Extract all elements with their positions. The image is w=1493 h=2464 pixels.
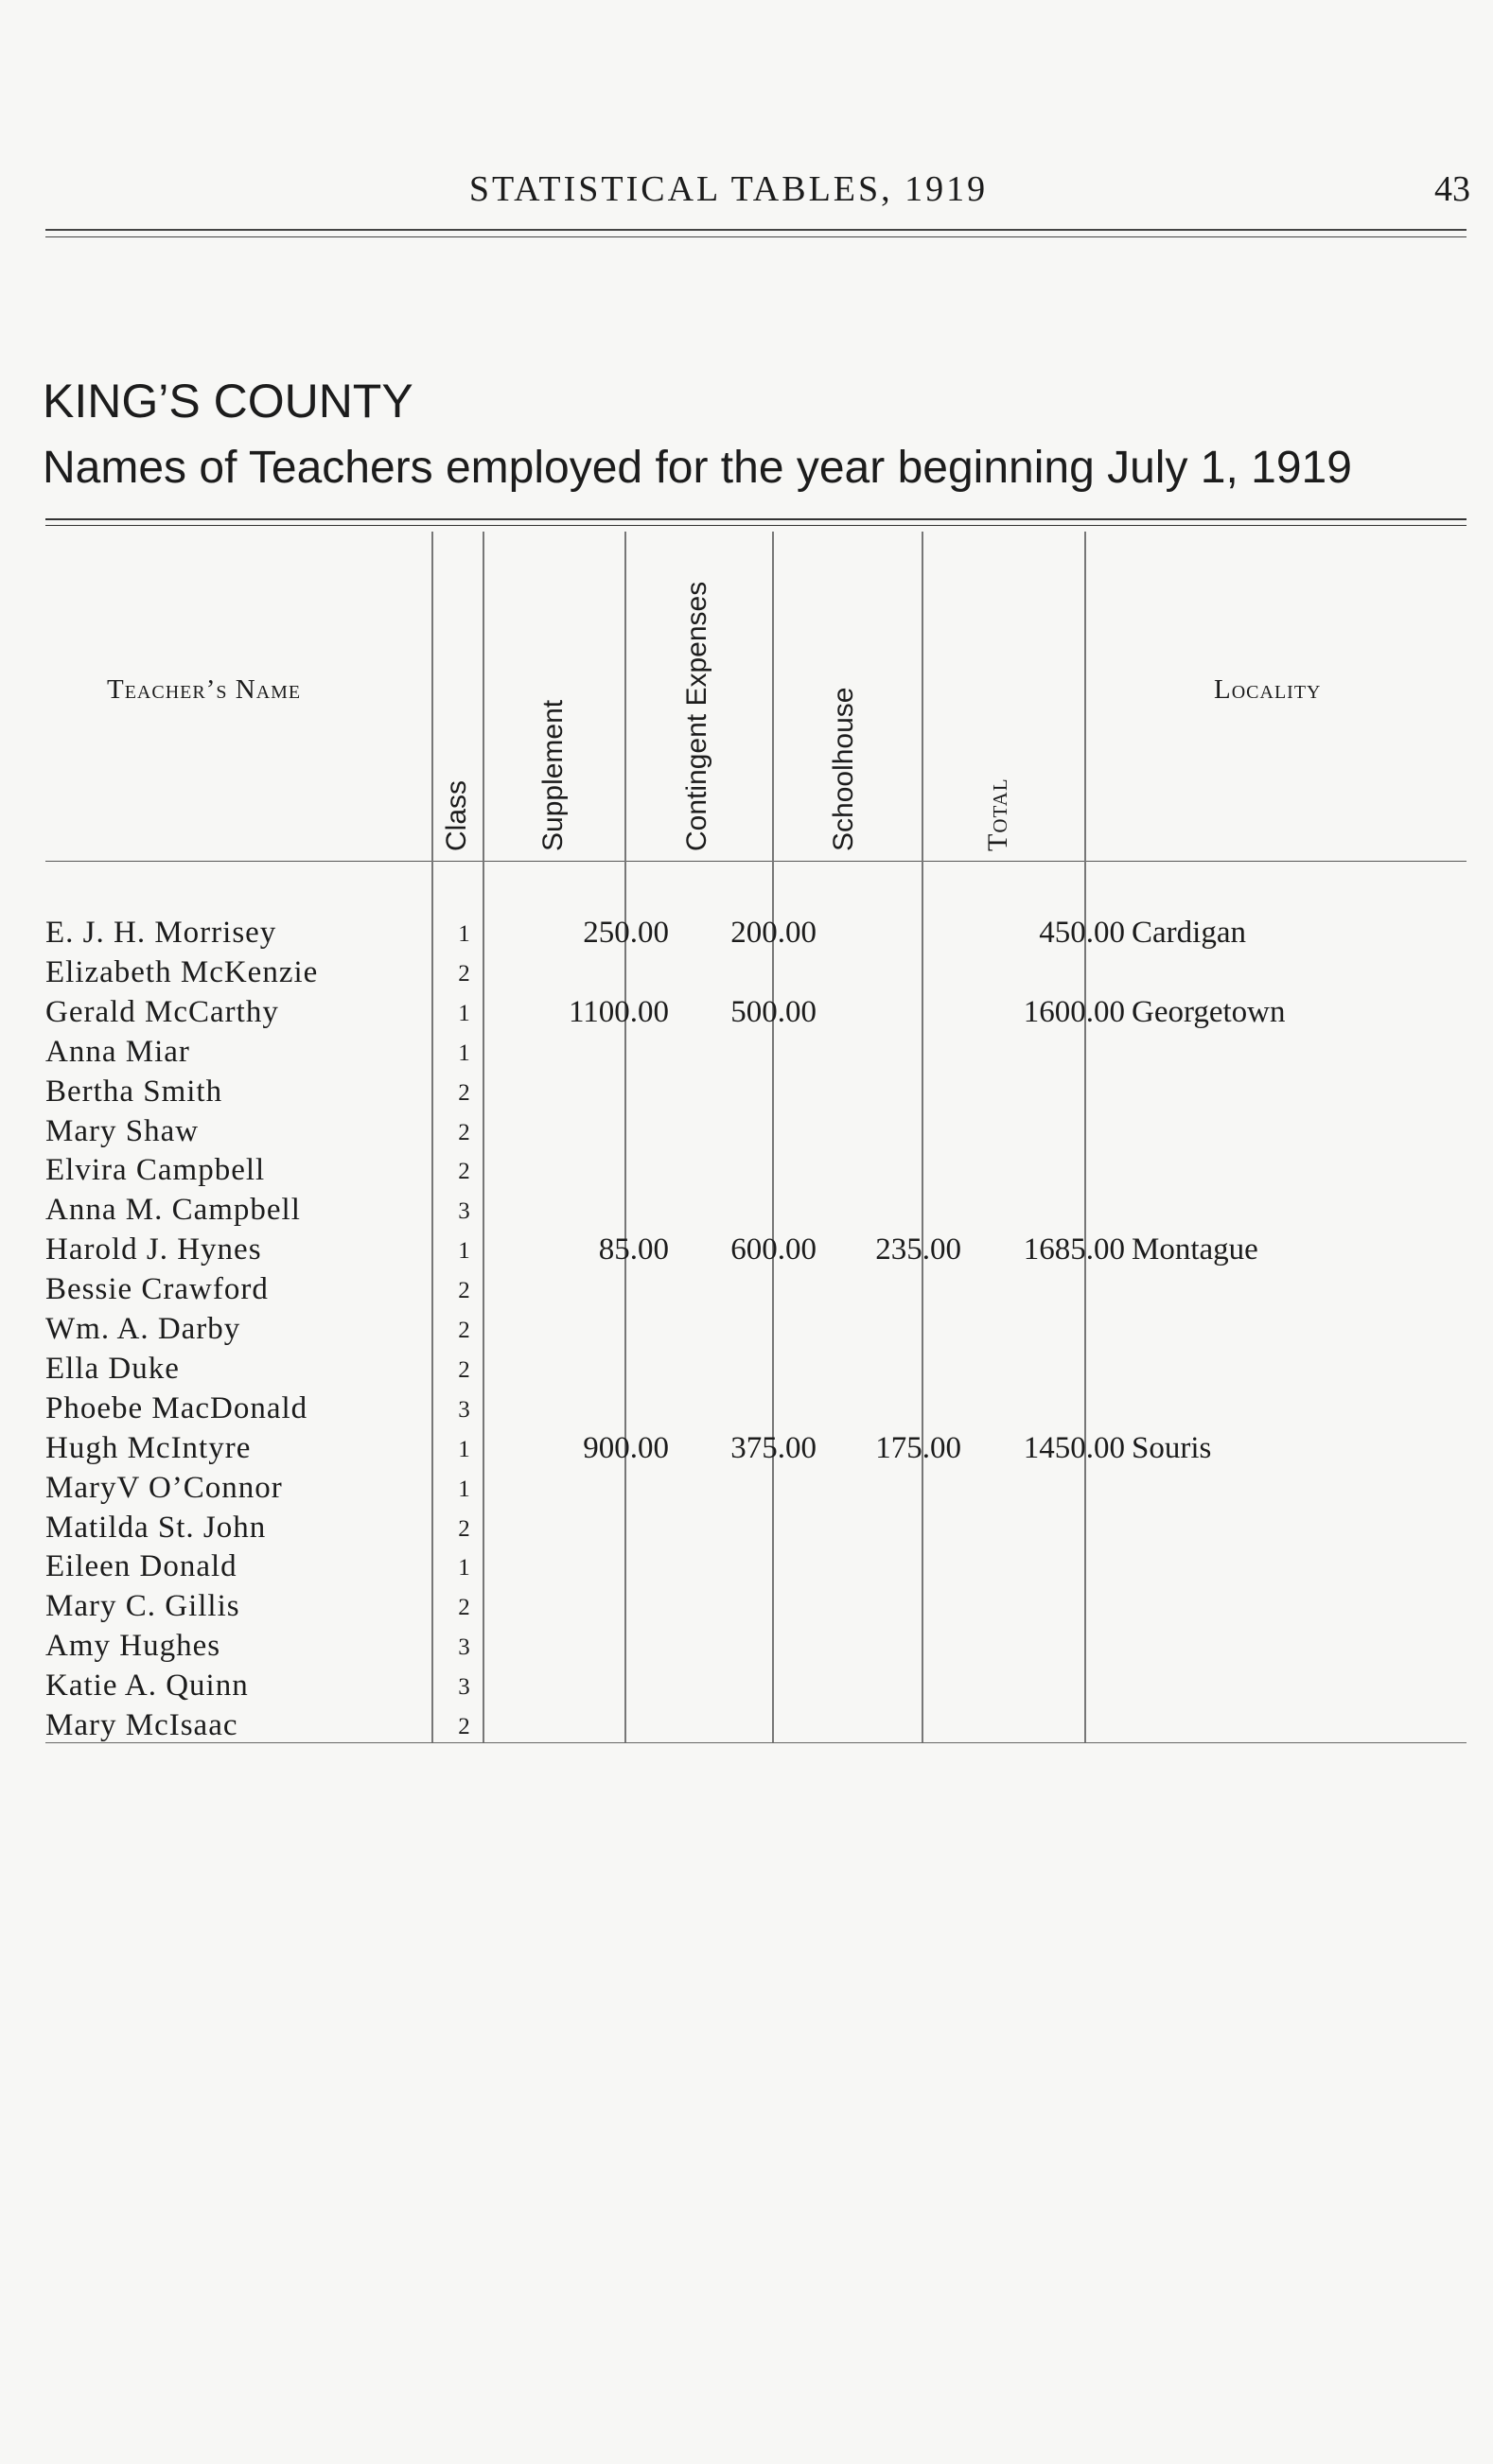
contingent-value: 375.00 <box>730 1430 817 1465</box>
table-row <box>45 1035 1467 1075</box>
header-rule-top <box>45 518 1467 520</box>
teachers-table <box>45 518 1467 1748</box>
table-row <box>45 1075 1467 1114</box>
class-value: 1 <box>458 921 470 947</box>
class-value: 2 <box>458 1356 470 1383</box>
table-row <box>45 1589 1467 1629</box>
class-value: 3 <box>458 1396 470 1423</box>
teacher-name: Mary McIsaac <box>45 1708 238 1742</box>
total-value: 450.00 <box>1039 916 1125 950</box>
class-value: 1 <box>458 1555 470 1582</box>
teacher-name: Gerald McCarthy <box>45 994 279 1029</box>
class-value: 2 <box>458 1079 470 1106</box>
column-header-schoolhouse: Schoolhouse <box>828 687 859 851</box>
table-row <box>45 1511 1467 1550</box>
table-row <box>45 1549 1467 1589</box>
teacher-name: Phoebe MacDonald <box>45 1390 308 1425</box>
total-value: 1685.00 <box>1023 1232 1125 1267</box>
supplement-value: 250.00 <box>583 916 669 950</box>
column-header-class: Class <box>441 779 472 851</box>
teacher-name: Anna Miar <box>45 1034 190 1069</box>
class-value: 2 <box>458 960 470 987</box>
class-value: 3 <box>458 1634 470 1661</box>
contingent-value: 500.00 <box>730 994 817 1029</box>
teacher-name: Hugh McIntyre <box>45 1430 252 1465</box>
table-row <box>45 1471 1467 1511</box>
table-row <box>45 916 1467 955</box>
teacher-name: Elvira Campbell <box>45 1153 266 1188</box>
class-value: 2 <box>458 1318 470 1343</box>
class-value: 1 <box>458 1436 470 1462</box>
page-number: 43 <box>1434 169 1470 209</box>
table-row <box>45 1114 1467 1154</box>
teacher-name: Elizabeth McKenzie <box>45 954 319 989</box>
table-subtitle: Names of Teachers employed for the year beginning July 1, 1919 <box>43 443 1352 493</box>
table-row <box>45 1352 1467 1391</box>
teacher-name: Anna M. Campbell <box>45 1193 301 1228</box>
teacher-name: Ella Duke <box>45 1351 180 1386</box>
locality-value: Georgetown <box>1132 994 1286 1029</box>
column-header-supplement: Supplement <box>537 699 569 851</box>
schoolhouse-value: 175.00 <box>875 1430 961 1465</box>
header-rule-top-secondary <box>45 525 1467 526</box>
contingent-value: 200.00 <box>730 916 817 950</box>
top-rule <box>45 229 1467 231</box>
supplement-value: 85.00 <box>598 1232 669 1267</box>
teacher-name: Harold J. Hynes <box>45 1232 262 1267</box>
table-heading <box>43 374 1462 494</box>
total-value: 1450.00 <box>1023 1430 1125 1465</box>
running-head <box>0 168 1493 216</box>
locality-value: Cardigan <box>1132 916 1246 950</box>
top-rule-secondary <box>45 236 1467 237</box>
supplement-value: 1100.00 <box>568 994 669 1029</box>
class-value: 1 <box>458 1476 470 1502</box>
table-row <box>45 1431 1467 1471</box>
teacher-name: Bessie Crawford <box>45 1272 269 1307</box>
table-row <box>45 1669 1467 1708</box>
class-value: 3 <box>458 1198 470 1225</box>
county-title: KING’S COUNTY <box>43 375 413 428</box>
table-row <box>45 1272 1467 1312</box>
supplement-value: 900.00 <box>583 1430 669 1465</box>
teacher-name: Amy Hughes <box>45 1629 221 1664</box>
class-value: 2 <box>458 1515 470 1542</box>
column-header-total: Total <box>982 778 1013 851</box>
locality-value: Souris <box>1132 1430 1212 1465</box>
teacher-name: Bertha Smith <box>45 1074 223 1109</box>
schoolhouse-value: 235.00 <box>875 1232 961 1267</box>
class-value: 1 <box>458 1238 470 1265</box>
table-row <box>45 995 1467 1035</box>
class-value: 2 <box>458 1119 470 1145</box>
teacher-name: Wm. A. Darby <box>45 1312 241 1346</box>
table-row <box>45 1312 1467 1352</box>
teacher-name: MaryV O’Connor <box>45 1470 283 1505</box>
contingent-value: 600.00 <box>730 1232 817 1267</box>
class-value: 2 <box>458 1595 470 1621</box>
teacher-name: E. J. H. Morrisey <box>45 916 277 950</box>
class-value: 2 <box>458 1714 470 1739</box>
locality-value: Montague <box>1132 1232 1258 1267</box>
teacher-name: Katie A. Quinn <box>45 1669 249 1704</box>
total-value: 1600.00 <box>1023 994 1125 1029</box>
table-row <box>45 1629 1467 1669</box>
teacher-name: Mary C. Gillis <box>45 1589 240 1624</box>
teacher-name: Matilda St. John <box>45 1510 267 1545</box>
class-value: 3 <box>458 1674 470 1701</box>
teacher-name: Mary Shaw <box>45 1113 200 1148</box>
class-value: 2 <box>458 1278 470 1304</box>
table-row <box>45 1193 1467 1232</box>
table-row <box>45 1391 1467 1431</box>
class-value: 1 <box>458 1040 470 1066</box>
table-row <box>45 955 1467 995</box>
table-bottom-rule <box>45 1742 1467 1743</box>
class-value: 2 <box>458 1159 470 1185</box>
teacher-name: Eileen Donald <box>45 1549 237 1584</box>
column-header-contingent: Contingent Expenses <box>681 581 712 851</box>
table-row <box>45 1232 1467 1272</box>
header-rule-bottom <box>45 861 1467 862</box>
column-header-locality: Locality <box>1214 674 1322 705</box>
running-title: STATISTICAL TABLES, 1919 <box>468 169 989 209</box>
class-value: 1 <box>458 1000 470 1026</box>
column-header-name: Teacher’s Name <box>107 674 302 705</box>
table-row <box>45 1153 1467 1193</box>
